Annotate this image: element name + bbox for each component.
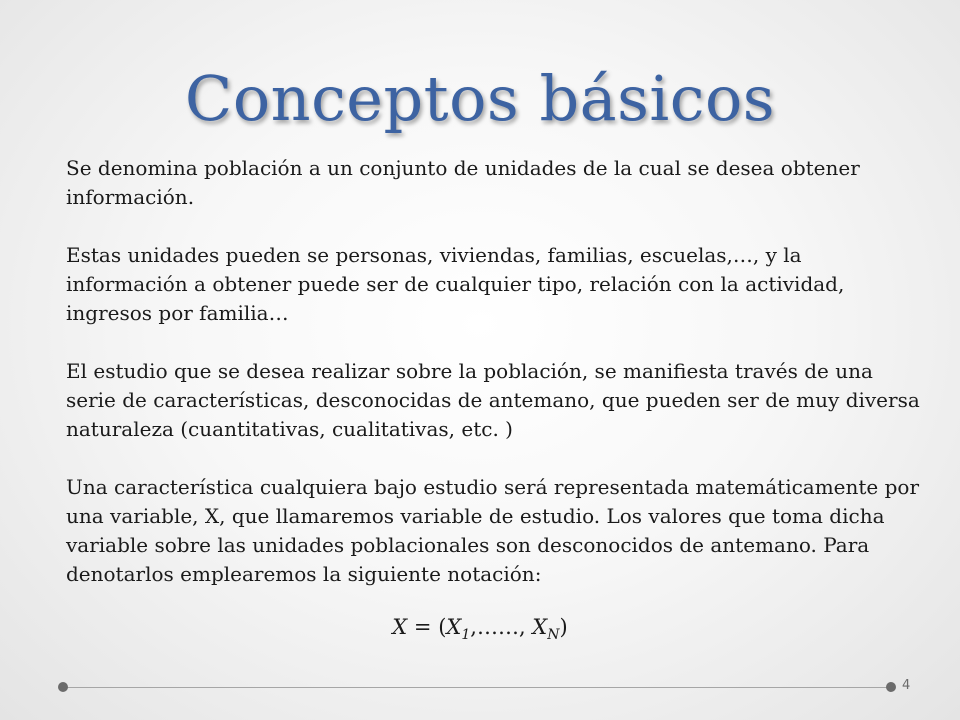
formula-subn: N: [547, 627, 560, 644]
paragraph-study-characteristics: El estudio que se desea realizar sobre la población, se manifiesta través de una serie de características, desconocidas de antemano, que pueden ser de muy diversa naturaleza (cuantitativas, cualitativas, etc. ): [66, 359, 920, 441]
slide-body: [66, 154, 926, 618]
paragraph-study-variable: Una característica cualquiera bajo estudio será representada matemáticamente por una variable, X, que llamaremos variable de estudio. Los valores que toma dicha variable sobre las unidades poblacionales son desconocidos de antemano. Para denotarlos emplearemos la siguiente notación:: [66, 475, 920, 586]
formula-ellipsis: ,……,: [470, 615, 533, 639]
paragraph-population-definition: Se denomina población a un conjunto de unidades de la cual se desea obtener información.: [66, 156, 860, 209]
formula-equals: = (: [407, 615, 447, 639]
footer-divider: [64, 687, 892, 688]
formula-x1: X: [446, 615, 462, 639]
notation-formula: [0, 615, 960, 643]
formula-sub1: 1: [461, 627, 471, 644]
formula-close: ): [559, 615, 568, 639]
footer-right-dot: [886, 682, 896, 692]
slide-title: Conceptos básicos: [184, 62, 776, 135]
formula-xn: X: [532, 615, 548, 639]
page-number: 4: [902, 678, 911, 693]
formula-lhs: X: [392, 615, 408, 639]
footer-left-dot: [58, 682, 68, 692]
paragraph-units: Estas unidades pueden se personas, viviendas, familias, escuelas,…, y la información a obtener puede ser de cualquier tipo, relación con la actividad, ingresos por familia…: [66, 243, 845, 325]
